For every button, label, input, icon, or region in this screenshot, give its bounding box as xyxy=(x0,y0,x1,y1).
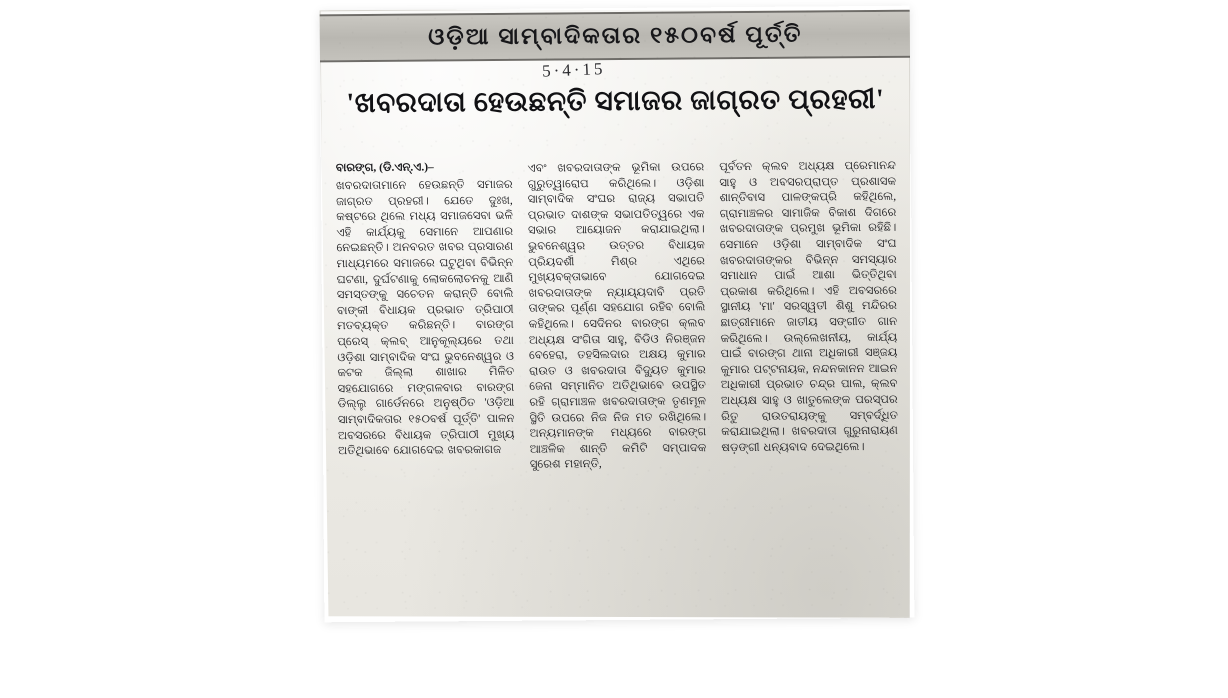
article-body-text: ଏବଂ ଖବରଦାତାଙ୍କ ଭୂମିକା ଉପରେ ଗୁରୁତ୍ୱାରୋପ କରିଥିଲେ। ଓଡ଼ିଶା ସାମ୍ବାଦିକ ସଂଘର ରାଜ୍ୟ ସଭାପତି ପ୍ରଭାତ ଦାଶଙ୍କ ସଭାପତିତ୍ୱରେ ଏକ ସଭାର ଆୟୋଜନ କରାଯାଇଥିଲା। ଭୁବନେଶ୍ୱର ଉତ୍ତର ବିଧାୟକ ପ୍ରିୟଦର୍ଶୀ ମିଶ୍ର ଏଥିରେ ମୁଖ୍ୟବକ୍ତାଭାବେ ଯୋଗଦେଇ ଖବରଦାତାଙ୍କ ନ୍ୟାୟ୍ୟଦାବି ପ୍ରତି ତାଙ୍କର ପୂର୍ଣ୍ଣ ସହଯୋଗ ରହିବ ବୋଲି କହିଥିଲେ। ସେଦିନର ବାରଙ୍ଗ କ୍ଲବ ଅଧ୍ୟକ୍ଷ ସଂଗିତା ସାହୁ, ବିଡିଓ ନିରଞ୍ଜନ ବେହେରା, ତହସିଲଦାର ଅକ୍ଷୟ କୁମାର ରାଉତ ଓ ଖବରଦାତା ବିଦ୍ୟୁତ କୁମାର ଜେନା ସମ୍ମାନିତ ଅତିଥିଭାବେ ଉପସ୍ଥିତ ରହି ଗ୍ରାମାଞ୍ଚଳ ଖବରଦାତାଙ୍କ ତୃଣମୂଳ ସ୍ଥିତି ଉପରେ ନିଜ ନିଜ ମତ ରଖିଥିଲେ। ଅନ୍ୟମାନଙ୍କ ମଧ୍ୟରେ ବାରଙ୍ଗ ଆଞ୍ଚଳିକ ଶାନ୍ତି କମିଟି ସମ୍ପାଦକ ସୁରେଶ ମହାନ୍ତି, xyxy=(527,160,707,471)
article-body-text: ପୂର୍ବତନ କ୍ଲବ ଅଧ୍ୟକ୍ଷ ପ୍ରେମାନନ୍ଦ ସାହୁ ଓ ଅବସରପ୍ରାପ୍ତ ପ୍ରଶାସକ ଶାନ୍ତିବାସ ପାଳଙ୍କପ୍ରି କହିଥିଲେ, ଗ୍ରାମାଞ୍ଚଳର ସାମାଜିକ ବିକାଶ ଦିଗରେ ଖବରଦାତାଙ୍କ ପ୍ରମୁଖ ଭୂମିକା ରହିଛି। ସେମାନେ ଓଡ଼ିଶା ସାମ୍ବାଦିକ ସଂଘ ଖବରଦାତାଙ୍କର ବିଭିନ୍ନ ସମସ୍ୟାର ସମାଧାନ ପାଇଁ ଆଶା ଭିତ୍ତିଥିବା ପ୍ରକାଶ କରିଥିଲେ। ଏହି ଅବସରରେ ସ୍ଥାନୀୟ 'ମା' ସରସ୍ୱତୀ ଶିଶୁ ମନ୍ଦିରର ଛାତ୍ରୀମାନେ ଜାତୀୟ ସଙ୍ଗୀତ ଗାନ କରିଥିଲେ। ଉଲ୍ଲେଖନୀୟ, କାର୍ଯ୍ୟ ପାଇଁ ବାରଙ୍ଗ ଥାନା ଅଧିକାରୀ ସଞ୍ଜୟ କୁମାର ପଟ୍ଟନାୟକ, ନନ୍ଦନକାନନ ଆଇନ ଅଧିକାରୀ ପ୍ରଭାତ ଚନ୍ଦ୍ର ପାଲ, କ୍ଲବ ଅଧ୍ୟକ୍ଷ ସାହୁ ଓ ଖାତୁଲେଙ୍କ ପରସ୍ପର ରିତୁ ରାଉତରାୟଙ୍କୁ ସମ୍ବର୍ଦ୍ଧିତ କରାଯାଇଥିଲା। ଖବରଦାତା ଗୁରୁନାରାୟଣ ଷଡ଼ଙ୍ଗୀ ଧନ୍ୟବାଦ ଦେଇଥିଲେ। xyxy=(719,158,898,454)
masthead-banner xyxy=(320,10,910,63)
clipping-edge-right xyxy=(910,0,922,624)
article-headline: 'ଖବରଦାତା ହେଉଛନ୍ତି ସମାଜର ଜାଗ୍ରତ ପ୍ରହରୀ' xyxy=(346,83,885,120)
clipping-edge-bottom xyxy=(318,616,920,630)
clipping-edge-top xyxy=(314,0,916,10)
newspaper-clipping-scan xyxy=(320,6,915,623)
article-byline: ବାରଙ୍ଗ, (ଡି.ଏନ୍.ଏ.)– xyxy=(335,161,434,175)
article-column-2 xyxy=(519,159,714,612)
article-column-1 xyxy=(329,161,523,614)
article-column-3 xyxy=(711,158,906,611)
article-body-text: ଖବରଦାତାମାନେ ହେଉଛନ୍ତି ସମାଜର ଜାଗ୍ରତ ପ୍ରହରୀ। ଯେତେ ଦୁଃଖ, କଷ୍ଟରେ ଥିଲେ ମଧ୍ୟ ସମାଜସେବା ଭଳି ଏହି କାର୍ଯ୍ୟକୁ ସେମାନେ ଆପଣାର ନେଇଛନ୍ତି। ଅନବରତ ଖବର ପ୍ରସାରଣ ମାଧ୍ୟମରେ ସମାଜରେ ଘଟୁଥିବା ବିଭିନ୍ନ ଘଟଣା, ଦୁର୍ଘଟଣାକୁ ଲୋକଲୋଚନକୁ ଆଣି ସମସ୍ତଙ୍କୁ ସଚେତନ କରାନ୍ତି ବୋଲି ବାଙ୍କୀ ବିଧାୟକ ପ୍ରଭାତ ତ୍ରିପାଠୀ ମତବ୍ୟକ୍ତ କରିଛନ୍ତି। ବାରଙ୍ଗ ପ୍ରେସ୍ କ୍ଲବ୍ ଆନୁକୂଲ୍ୟରେ ତଥା ଓଡ଼ିଶା ସାମ୍ବାଦିକ ସଂଘ ଭୁବନେଶ୍ୱର ଓ କଟକ ଜିଲ୍ଲା ଶାଖାର ମିଳିତ ସହଯୋଗରେ ମଙ୍ଗଳବାର ବାରଙ୍ଗ ଡିଲ୍ଲୁ ଗାର୍ଡେନରେ ଅନୁଷ୍ଠିତ 'ଓଡ଼ିଆ ସାମ୍ବାଦିକତାର ୧୫୦ବର୍ଷ ପୂର୍ତ୍ତି' ପାଳନ ଅବସରରେ ବିଧାୟକ ତ୍ରିପାଠୀ ମୁଖ୍ୟ ଅତିଥିଭାବେ ଯୋଗଦେଇ ଖବରକାଗଜ xyxy=(335,177,515,458)
article-columns xyxy=(329,158,907,614)
handwritten-date: 5·4·15 xyxy=(541,58,606,81)
masthead-title: ଓଡ଼ିଆ ସାମ୍ବାଦିକତାର ୧୫୦ବର୍ଷ ପୂର୍ତ୍ତି xyxy=(427,21,803,50)
